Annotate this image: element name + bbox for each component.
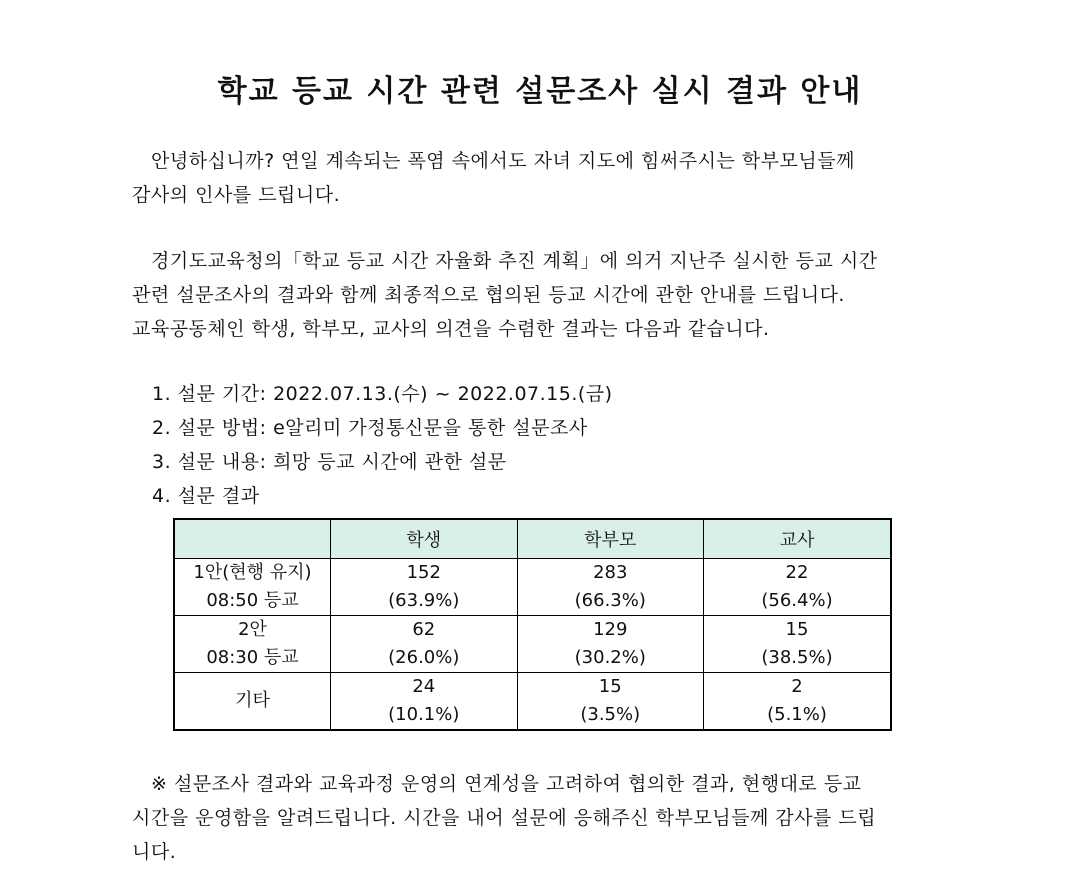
count-value: 22 (785, 562, 809, 583)
count-value: 283 (593, 562, 628, 583)
context-paragraph (132, 244, 958, 346)
list-item: 3. 설문 내용: 희망 등교 시간에 관한 설문 (152, 451, 507, 473)
intro-paragraph (132, 144, 958, 212)
table-row (174, 673, 891, 731)
closing-paragraph (132, 767, 958, 869)
row-label-line: 1안(현행 유지) (193, 562, 312, 583)
document-title: 학교 등교 시간 관련 설문조사 실시 결과 안내 (217, 74, 863, 109)
table-cell (704, 673, 892, 731)
list-item: 1. 설문 기간: 2022.07.13.(수) ~ 2022.07.15.(금) (152, 383, 613, 405)
table-cell (704, 559, 892, 616)
context-line: 경기도교육청의「학교 등교 시간 자율화 추진 계획」에 의거 지난주 실시한 등교 시간 (151, 250, 878, 272)
row-label (174, 616, 331, 673)
count-value: 2 (791, 676, 803, 697)
percent-value: (30.2%) (574, 647, 646, 668)
row-label-line: 08:30 등교 (206, 647, 299, 668)
list-item: 4. 설문 결과 (152, 485, 260, 507)
survey-results-table (173, 518, 892, 731)
closing-line: ※ 설문조사 결과와 교육과정 운영의 연계성을 고려하여 협의한 결과, 현행대로 등교 (151, 773, 862, 795)
percent-value: (3.5%) (580, 704, 641, 725)
table-cell (331, 673, 517, 731)
table-cell (517, 559, 703, 616)
row-label-line: 08:50 등교 (206, 590, 299, 611)
intro-line: 안녕하십니까? 연일 계속되는 폭염 속에서도 자녀 지도에 힘써주시는 학부모님들께 (151, 150, 855, 172)
percent-value: (5.1%) (767, 704, 827, 725)
table-row (174, 559, 891, 616)
row-label-line: 2안 (238, 619, 267, 640)
table-header-row (174, 519, 891, 559)
count-value: 129 (593, 619, 628, 640)
row-label (174, 559, 331, 616)
count-value: 15 (598, 676, 622, 697)
percent-value: (56.4%) (761, 590, 833, 611)
table-cell (517, 673, 703, 731)
closing-line: 시간을 운영함을 알려드립니다. 시간을 내어 설문에 응해주신 학부모님들께 감사를 드립 (132, 807, 877, 829)
count-value: 15 (785, 619, 809, 640)
percent-value: (10.1%) (388, 704, 460, 725)
table-cell (704, 616, 892, 673)
percent-value: (26.0%) (388, 647, 460, 668)
table-cell (517, 616, 703, 673)
list-item: 2. 설문 방법: e알리미 가정통신문을 통한 설문조사 (152, 417, 588, 439)
table-row (174, 616, 891, 673)
row-label (174, 673, 331, 731)
percent-value: (38.5%) (761, 647, 833, 668)
percent-value: (63.9%) (388, 590, 460, 611)
context-line: 교육공동체인 학생, 학부모, 교사의 의견을 수렴한 결과는 다음과 같습니다. (132, 318, 770, 340)
survey-info-list (152, 377, 613, 513)
table-cell (331, 616, 517, 673)
table-cell (331, 559, 517, 616)
count-value: 24 (412, 676, 436, 697)
row-label-line: 기타 (235, 690, 270, 711)
intro-line: 감사의 인사를 드립니다. (132, 184, 341, 206)
closing-line: 니다. (132, 841, 177, 863)
count-value: 62 (412, 619, 436, 640)
table-header-teachers: 교사 (704, 519, 892, 559)
percent-value: (66.3%) (574, 590, 646, 611)
table-header-students: 학생 (331, 519, 517, 559)
context-line: 관련 설문조사의 결과와 함께 최종적으로 협의된 등교 시간에 관한 안내를 드립니다. (132, 284, 845, 306)
table-header-parents: 학부모 (517, 519, 703, 559)
count-value: 152 (406, 562, 441, 583)
table-header-empty (174, 519, 331, 559)
